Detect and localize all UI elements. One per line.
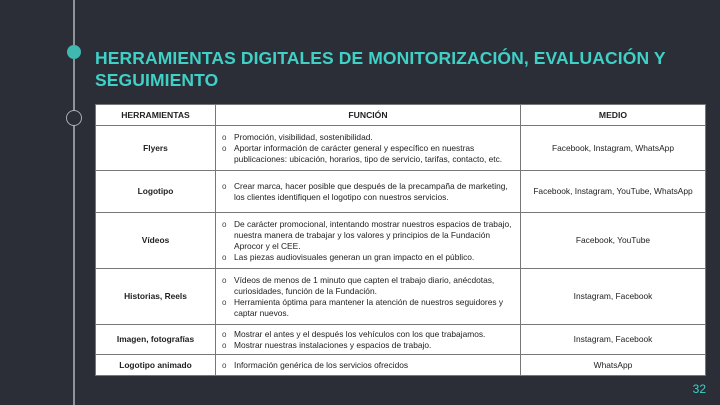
function-item — [220, 275, 516, 297]
bullet-icon: o — [222, 181, 227, 191]
timeline-dot — [66, 110, 82, 126]
header-funcion: FUNCIÓN — [216, 105, 521, 126]
function-cell — [216, 171, 521, 213]
function-text: Crear marca, hacer posible que después de la precampaña de marketing, los clientes identifiquen el logotipo con nuestros servicios. — [234, 180, 508, 202]
function-text: Las piezas audiovisuales generan un gran impacto en el público. — [234, 251, 475, 262]
function-cell — [216, 325, 521, 355]
function-text: Aportar información de carácter general y específico en nuestras publicaciones: ubicación, horarios, tipo de servicio, tarifas, contacto, etc. — [234, 142, 503, 164]
function-item — [220, 143, 516, 165]
medium-cell: Facebook, YouTube — [521, 213, 706, 269]
table-row — [96, 325, 706, 355]
table-row — [96, 213, 706, 269]
timeline-dot-active — [67, 45, 81, 59]
function-text: Información genérica de los servicios ofrecidos — [234, 359, 409, 370]
medium-cell: Instagram, Facebook — [521, 269, 706, 325]
bullet-icon: o — [222, 219, 227, 229]
header-medio: MEDIO — [521, 105, 706, 126]
bullet-icon: o — [222, 329, 227, 339]
function-item — [220, 252, 516, 263]
header-herramientas: HERRAMIENTAS — [96, 105, 216, 126]
function-text: Promoción, visibilidad, sostenibilidad. — [234, 131, 373, 142]
bullet-icon: o — [222, 275, 227, 285]
tool-cell: Logotipo animado — [96, 355, 216, 376]
medium-cell: Instagram, Facebook — [521, 325, 706, 355]
table-row — [96, 355, 706, 376]
function-item — [220, 219, 516, 252]
bullet-icon: o — [222, 143, 227, 153]
function-item — [220, 181, 516, 203]
timeline-line — [73, 0, 75, 405]
function-cell — [216, 269, 521, 325]
bullet-icon: o — [222, 297, 227, 307]
function-text: Mostrar el antes y el después los vehículos con los que trabajamos. — [234, 328, 486, 339]
table-row — [96, 126, 706, 171]
tool-cell: Historias, Reels — [96, 269, 216, 325]
function-item — [220, 340, 516, 351]
tool-cell: Flyers — [96, 126, 216, 171]
function-item — [220, 329, 516, 340]
tool-cell: Imagen, fotografías — [96, 325, 216, 355]
medium-cell: WhatsApp — [521, 355, 706, 376]
bullet-icon: o — [222, 360, 227, 370]
function-text: De carácter promocional, intentando mostrar nuestros espacios de trabajo, nuestra manera de trabajar y los valores y principios de la Fundación Aprocor y el CEE. — [234, 218, 512, 251]
medium-cell: Facebook, Instagram, YouTube, WhatsApp — [521, 171, 706, 213]
table-row — [96, 269, 706, 325]
table-header-row — [96, 105, 706, 126]
bullet-icon: o — [222, 252, 227, 262]
function-cell — [216, 355, 521, 376]
tool-cell: Logotipo — [96, 171, 216, 213]
function-item — [220, 360, 516, 371]
slide-title: HERRAMIENTAS DIGITALES DE MONITORIZACIÓN, EVALUACIÓN Y SEGUIMIENTO — [95, 48, 666, 90]
tool-cell: Vídeos — [96, 213, 216, 269]
function-cell — [216, 213, 521, 269]
bullet-icon: o — [222, 340, 227, 350]
page-number: 32 — [692, 382, 706, 396]
medium-cell: Facebook, Instagram, WhatsApp — [521, 126, 706, 171]
bullet-icon: o — [222, 132, 227, 142]
function-cell — [216, 126, 521, 171]
function-item — [220, 297, 516, 319]
function-text: Vídeos de menos de 1 minuto que capten el trabajo diario, anécdotas, curiosidades, función de la Fundación. — [234, 274, 495, 296]
tools-table — [95, 104, 706, 376]
table-row — [96, 171, 706, 213]
function-item — [220, 132, 516, 143]
function-text: Mostrar nuestras instalaciones y espacios de trabajo. — [234, 339, 432, 350]
function-text: Herramienta óptima para mantener la atención de nuestros seguidores y captar nuevos. — [234, 296, 504, 318]
